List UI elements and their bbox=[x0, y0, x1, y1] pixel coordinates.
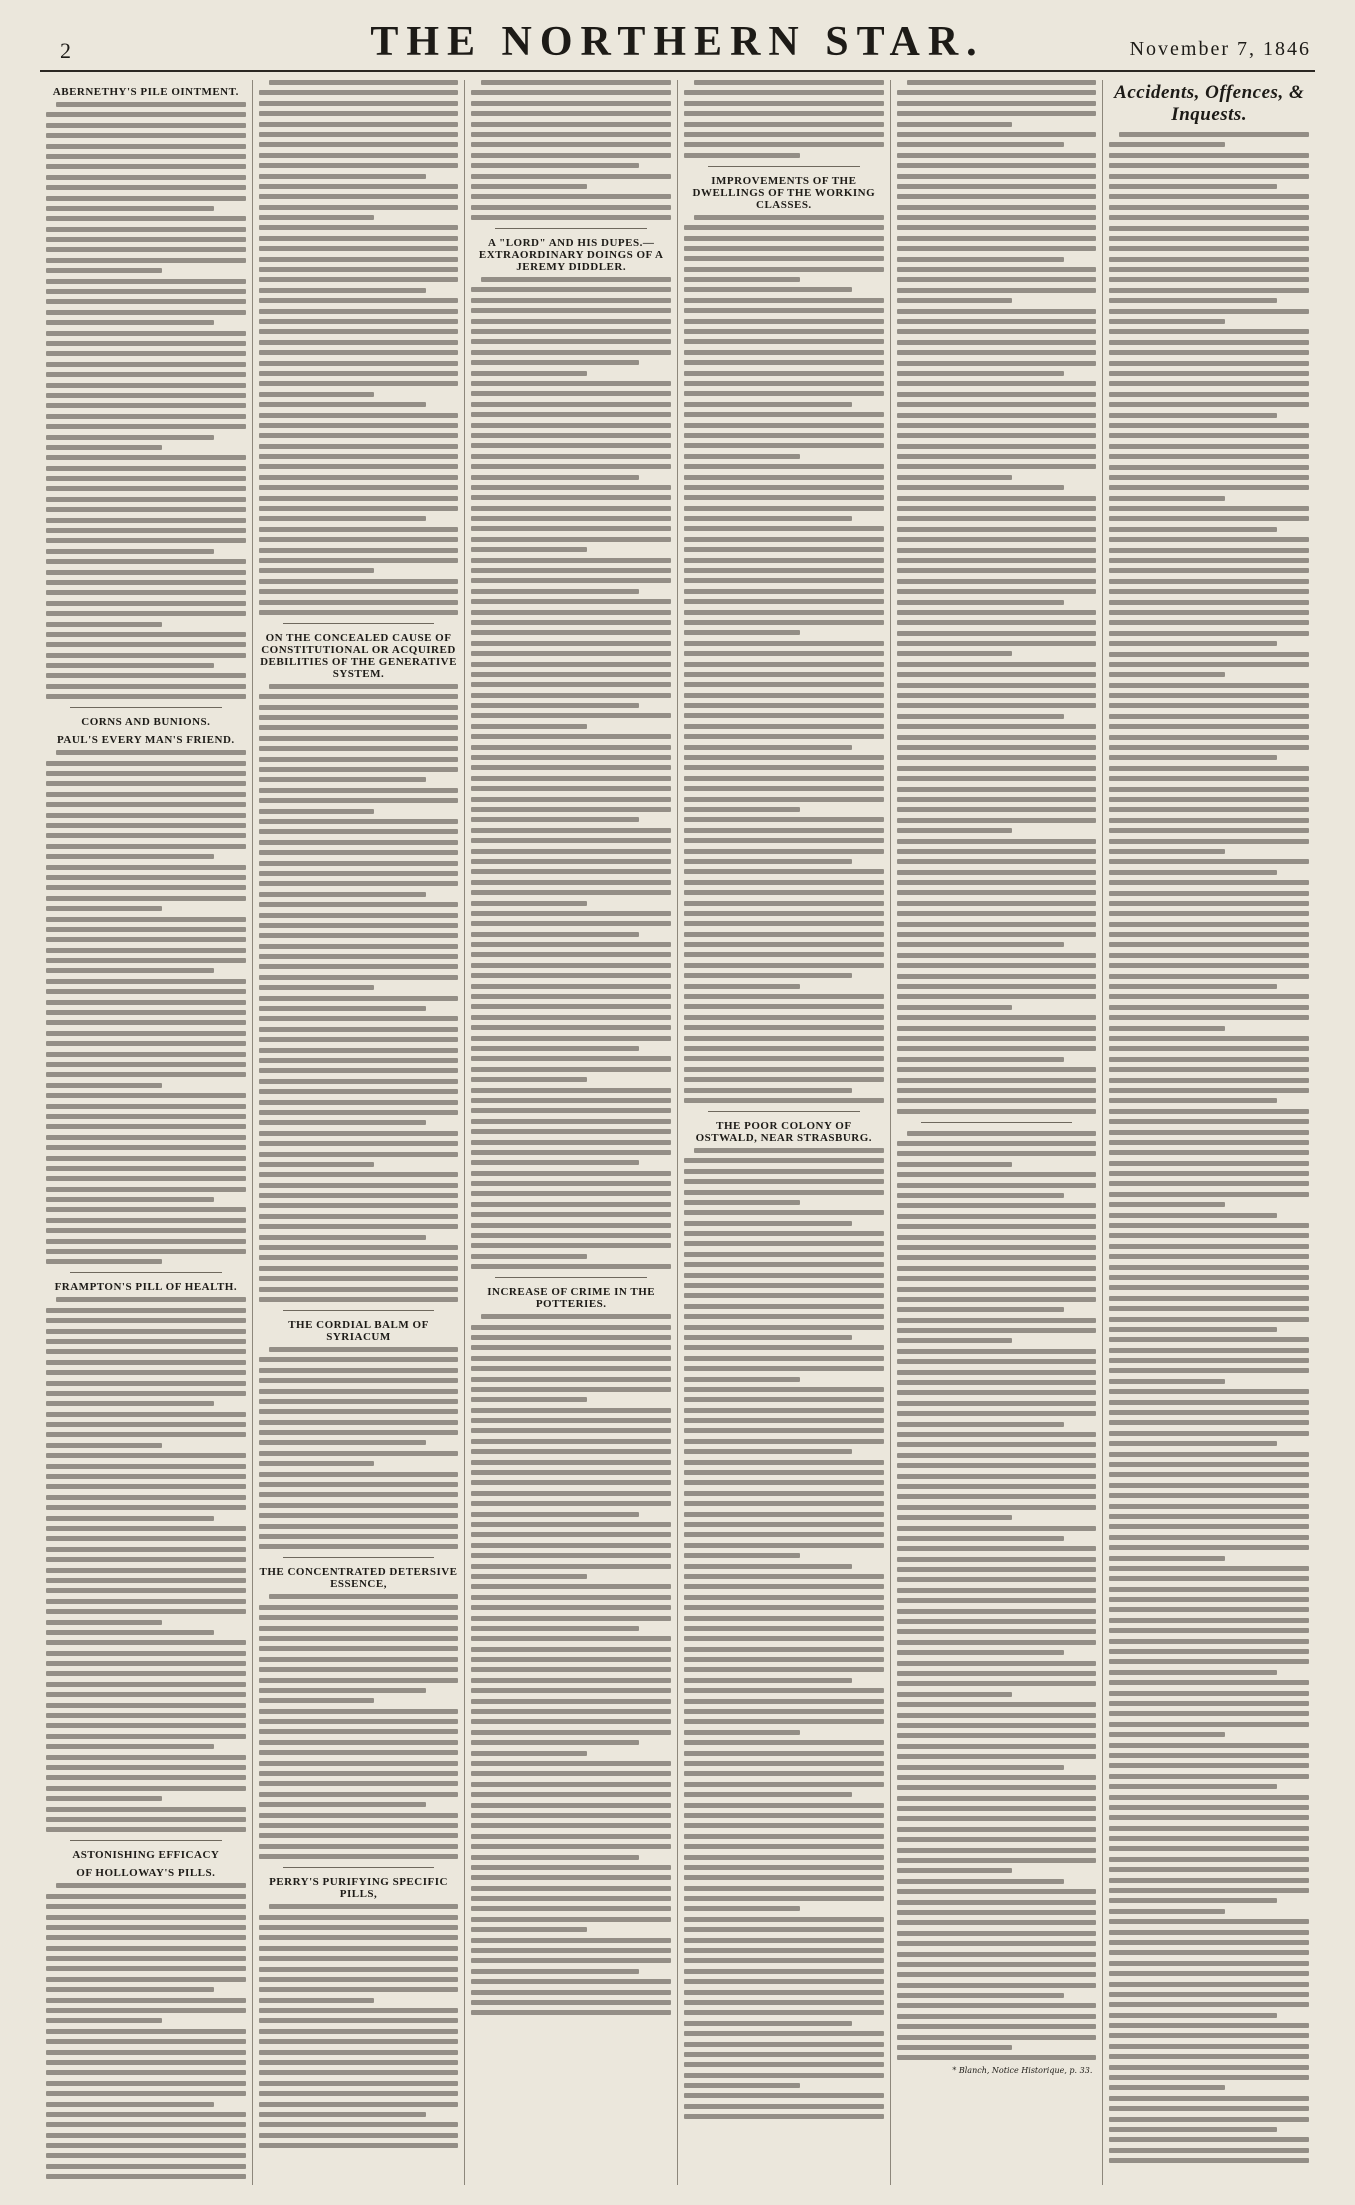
section-divider bbox=[283, 1557, 435, 1558]
article-subheading: PAUL'S EVERY MAN'S FRIEND. bbox=[57, 734, 235, 747]
article-heading: THE POOR COLONY OF OSTWALD, NEAR STRASBURG. bbox=[695, 1119, 873, 1144]
article-columns bbox=[40, 80, 1315, 2185]
column-1 bbox=[40, 80, 253, 2185]
article bbox=[46, 716, 246, 1264]
article-heading: PERRY'S PURIFYING SPECIFIC PILLS, bbox=[269, 1876, 448, 1901]
article bbox=[46, 1849, 246, 2185]
article-body-text bbox=[259, 684, 459, 1302]
article bbox=[46, 86, 246, 699]
article-body-text bbox=[471, 80, 671, 220]
article-body-text bbox=[684, 1148, 884, 2119]
article-heading: IMPROVEMENTS OF THE DWELLINGS OF THE WORKING CLASSES. bbox=[692, 174, 876, 211]
article-heading: CORNS AND BUNIONS. bbox=[81, 716, 211, 729]
article-body-text bbox=[684, 215, 884, 1103]
section-divider bbox=[708, 166, 860, 167]
article-body-text bbox=[897, 1131, 1097, 2061]
article bbox=[259, 1319, 459, 1549]
article bbox=[684, 80, 884, 158]
article-body-text bbox=[471, 1314, 671, 2015]
section-divider bbox=[283, 623, 435, 624]
section-divider bbox=[708, 1111, 860, 1112]
article bbox=[259, 80, 459, 615]
column-6 bbox=[1103, 80, 1315, 2185]
section-divider bbox=[70, 707, 222, 708]
article-subheading: OF HOLLOWAY'S PILLS. bbox=[76, 1867, 216, 1880]
article-body-text bbox=[259, 1904, 459, 2148]
section-divider bbox=[495, 1277, 647, 1278]
section-divider bbox=[495, 228, 647, 229]
article bbox=[471, 80, 671, 220]
article-heading: A "LORD" AND HIS DUPES.—EXTRAORDINARY DOINGS OF A JEREMY DIDDLER. bbox=[478, 237, 664, 274]
article-body-text bbox=[259, 1594, 459, 1859]
article-body-text bbox=[471, 277, 671, 1269]
column-2 bbox=[253, 80, 466, 2185]
article-body-text bbox=[46, 750, 246, 1264]
article-heading: THE CORDIAL BALM OF SYRIACUM bbox=[288, 1318, 429, 1343]
article-heading: INCREASE OF CRIME IN THE POTTERIES. bbox=[487, 1286, 656, 1311]
article bbox=[471, 1286, 671, 2015]
article bbox=[1109, 82, 1309, 2163]
section-divider bbox=[283, 1867, 435, 1868]
article bbox=[259, 632, 459, 1302]
article bbox=[471, 237, 671, 1269]
column-3 bbox=[465, 80, 678, 2185]
article-body-text bbox=[259, 1347, 459, 1549]
page-number: 2 bbox=[60, 38, 71, 63]
article-body-text bbox=[684, 80, 884, 158]
article-heading: ABERNETHY'S PILE OINTMENT. bbox=[52, 86, 239, 98]
article bbox=[897, 1131, 1097, 2075]
article-body-text bbox=[259, 80, 459, 615]
article bbox=[897, 80, 1097, 1114]
article-body-text bbox=[46, 1297, 246, 1832]
article-signature: * Blanch, Notice Historique, p. 33. bbox=[952, 2065, 1093, 2075]
masthead bbox=[40, 8, 1315, 72]
issue-date: November 7, 1846 bbox=[1129, 38, 1311, 60]
section-divider bbox=[283, 1310, 435, 1311]
article-heading: FRAMPTON'S PILL OF HEALTH. bbox=[54, 1281, 238, 1294]
article-body-text bbox=[1109, 132, 1309, 2163]
article bbox=[46, 1281, 246, 1832]
article-heading: ON THE CONCEALED CAUSE OF CONSTITUTIONAL OR ACQUIRED DEBILITIES OF THE GENERATIVE SYSTEM. bbox=[260, 631, 457, 680]
column-5 bbox=[891, 80, 1104, 2185]
section-divider bbox=[921, 1122, 1073, 1123]
article-heading: ASTONISHING EFFICACY bbox=[72, 1849, 220, 1862]
article-body-text bbox=[46, 102, 246, 699]
newspaper-title: THE NORTHERN STAR. bbox=[370, 19, 985, 65]
article bbox=[684, 1120, 884, 2119]
section-divider bbox=[70, 1272, 222, 1273]
article-body-text bbox=[46, 1883, 246, 2185]
article-heading: Accidents, Offences, & Inquests. bbox=[1114, 82, 1305, 125]
article bbox=[684, 175, 884, 1103]
article-body-text bbox=[897, 80, 1097, 1114]
column-4 bbox=[678, 80, 891, 2185]
article bbox=[259, 1876, 459, 2148]
article bbox=[259, 1566, 459, 1859]
article-heading: THE CONCENTRATED DETERSIVE ESSENCE, bbox=[259, 1566, 458, 1591]
section-divider bbox=[70, 1840, 222, 1841]
